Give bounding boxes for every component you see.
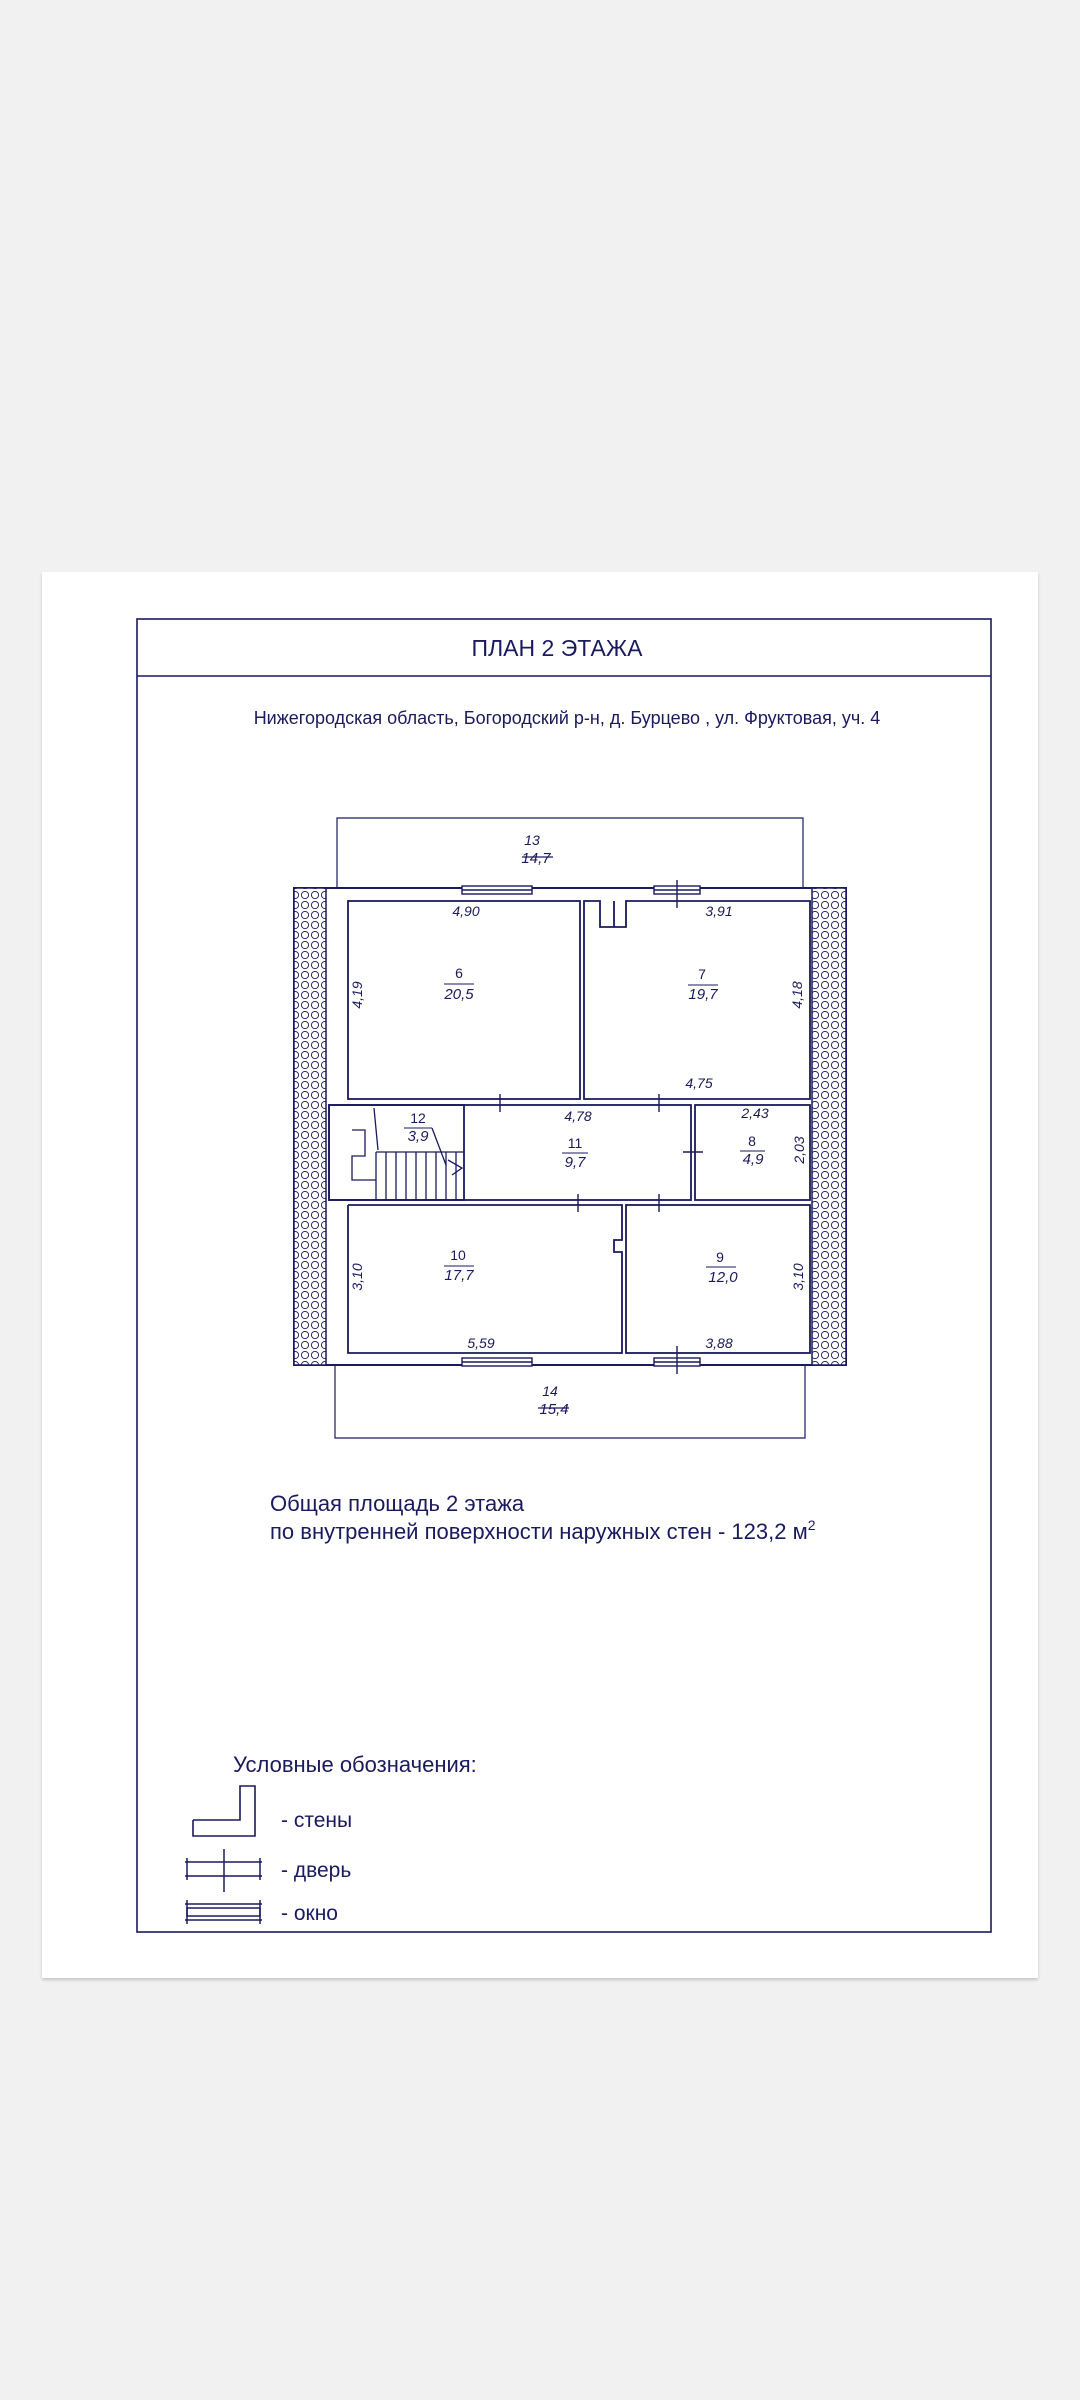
r7-top-measure: 3,91 (705, 903, 733, 919)
room-12-number: 12 (410, 1110, 426, 1126)
room-10-number: 10 (450, 1247, 466, 1263)
r6-top-measure: 4,90 (452, 903, 480, 919)
bottom-dimension-number: 14 (542, 1383, 558, 1399)
r7-bottom-measure: 4,75 (685, 1075, 713, 1091)
bottom-dimension-value: 15,4 (539, 1401, 569, 1418)
r6-side-measure: 4,19 (349, 981, 365, 1009)
outer-wall (294, 888, 846, 1365)
legend-window-label: - окно (281, 1902, 338, 1925)
top-dimension-value: 14,7 (521, 850, 551, 867)
legend-walls-label: - стены (281, 1809, 353, 1832)
legend-door-symbol (185, 1849, 262, 1892)
r10-bottom-measure: 5,59 (467, 1335, 495, 1351)
top-dimension-number: 13 (524, 832, 540, 848)
room-9-number: 9 (716, 1249, 724, 1265)
room-9-area: 12,0 (708, 1269, 738, 1286)
room-8-number: 8 (748, 1133, 756, 1149)
room-8-area: 4,9 (742, 1151, 764, 1168)
hatched-wall-right (812, 888, 846, 1365)
r8-side-measure: 2,03 (791, 1136, 807, 1164)
room-12-area: 3,9 (407, 1128, 429, 1145)
page-title: ПЛАН 2 ЭТАЖА (471, 635, 643, 661)
room-7-number: 7 (698, 966, 706, 982)
room-10-area: 17,7 (444, 1267, 474, 1284)
summary-line-1: Общая площадь 2 этажа (270, 1491, 525, 1516)
r9-side-measure: 3,10 (790, 1263, 806, 1291)
r9-bottom-measure: 3,88 (705, 1335, 733, 1351)
r11-top-measure: 4,78 (564, 1108, 592, 1124)
room-11-number: 11 (567, 1135, 583, 1151)
legend-door-label: - дверь (281, 1859, 352, 1882)
address-line: Нижегородская область, Богородский р-н, д. Бурцево , ул. Фруктовая, уч. 4 (253, 708, 881, 728)
room-11-area: 9,7 (564, 1154, 586, 1171)
hatched-wall-left (294, 888, 326, 1365)
summary-line-2-text: по внутренней поверхности наружных стен - 123,2 м (270, 1519, 808, 1544)
legend-wall-symbol (193, 1786, 255, 1836)
r10-side-measure: 3,10 (349, 1263, 365, 1291)
area-unit-superscript: 2 (807, 1517, 816, 1533)
r8-top-measure: 2,43 (741, 1105, 769, 1121)
legend-window-symbol (185, 1900, 262, 1924)
room-6-number: 6 (455, 965, 463, 981)
room-6-area: 20,5 (444, 986, 474, 1003)
r7-side-measure: 4,18 (789, 981, 805, 1009)
room-7-area: 19,7 (688, 986, 718, 1003)
summary-line-2 (270, 1517, 816, 1544)
legend-title: Условные обозначения: (233, 1752, 477, 1777)
